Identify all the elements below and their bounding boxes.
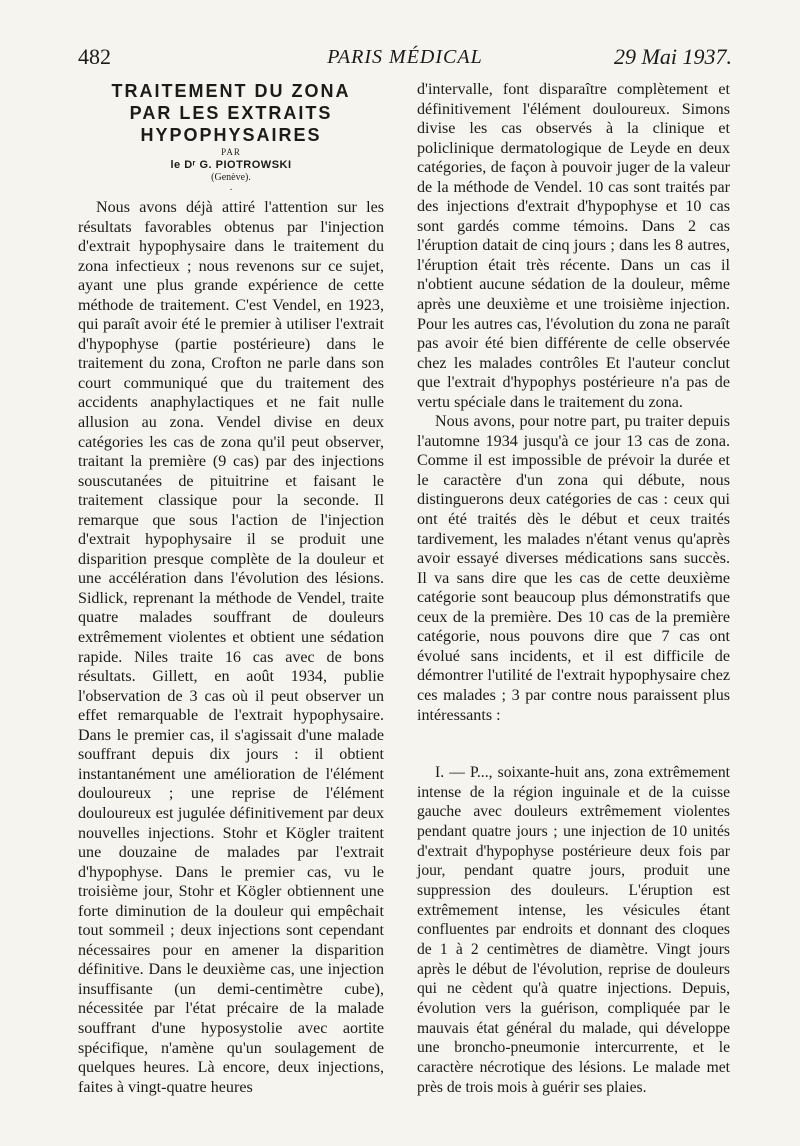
by-label: PAR	[221, 147, 241, 157]
spacer	[417, 725, 730, 763]
section-separator: ·	[229, 185, 233, 196]
continuation-paragraph: d'intervalle, font disparaître complètement et définitivement l'élément douloureux. Simons divise les cas observés à la clinique et policlinique dermatologique de Leyde en deux catégories, de façon à pouvoir juger de la valeur de la méthode de Vendel. 10 cas sont traités par des injections d'extrait d'hypophyse et 10 cas sont gardés comme témoins. Dans 2 cas l'éruption datait de cinq jours ; dans les 8 autres, l'éruption était très récente. Dans un cas il n'obtient aucune sédation de la douleur, même après une deuxième et une troisième injection. Pour les autres cas, l'évolution du zona ne paraît pas avoir été bien différente de celle observée chez les malades contrôles Et l'auteur conclut que l'extrait d'hypophys postérieure n'a pas de vertu spéciale dans le traitement du zona.	[417, 81, 730, 411]
right-column	[417, 80, 730, 1097]
author-location: (Genève).	[211, 172, 251, 183]
page-header	[78, 44, 732, 76]
author-name: le Dʳ G. PIOTROWSKI	[170, 159, 292, 171]
article-title-line-2: PAR LES EXTRAITS	[129, 103, 333, 123]
article-title-line-1: TRAITEMENT DU ZONA	[111, 81, 351, 101]
own-cases-paragraph: Nous avons, pour notre part, pu traiter depuis l'automne 1934 jusqu'à ce jour 13 cas de zona. Comme il est impossible de prévoir la durée et le caractère d'un zona qui débute, nous distinguerons deux catégories de cas : ceux qui ont été traités dès le début et ceux traités tardivement, les malades n'étant venus qu'après avoir essayé diverses médications sans succès. Il va sans dire que les cas de cette deuxième catégorie sont beaucoup plus démonstratifs que ceux de la première. Des 10 cas de la première catégorie, nous pouvons dire que 7 cas ont évolué sans incidents, et il est difficile de démontrer l'utilité de l'extrait hypophysaire chez ces malades ; 3 par contre nous paraissent plus intéressants :	[417, 413, 730, 724]
journal-title: PARIS MÉDICAL	[327, 46, 483, 68]
issue-date: 29 Mai 1937.	[614, 44, 732, 69]
left-column	[78, 80, 384, 1097]
case-report-1: I. — P..., soixante-huit ans, zona extrêmement intense de la région inguinale et de la cuisse gauche avec douleurs extrêmement violentes pendant quatre jours ; une injection de 10 unités d'extrait d'hypophyse postérieure deux fois par jour, pendant quatre jours, produit une suppression des douleurs. L'éruption est extrêmement intense, les vésicules étant confluentes par endroits et donnant des cloques de 1 à 2 centimètres de diamètre. Vingt jours après le début de l'évolution, reprise de douleurs qui ne cèdent qu'à quatre injections. Depuis, évolution vers la guérison, compliquée par le mauvais état général du malade, qui développe une broncho-pneumonie intercurrente, et le caractère nécrotique des lésions. Le malade met près de trois mois à guérir ses plaies.	[417, 764, 730, 1096]
intro-paragraph: Nous avons déjà attiré l'attention sur les résultats favorables obtenus par l'injection d'extrait hypophysaire dans le traitement du zona infectieux ; nous revenons sur ce sujet, ayant une plus grande expérience de cette méthode de traitement. C'est Vendel, en 1923, qui paraît avoir été le premier à utiliser l'extrait d'hypophyse (partie postérieure) dans le traitement du zona, Crofton ne parle dans son court communiqué que du traitement des accidents anaphylactiques et ne fait nulle allusion au zona. Vendel divise en deux catégories les cas de zona qu'il peut observer, traitant la première (9 cas) par des injections souscutanées de pituitrine et faisant le traitement classique pour la seconde. Il remarque que sous l'action de l'injection d'extrait hypophysaire il se produit une disparition presque complète de la douleur et une accélération dans l'évolution des lésions. Sidlick, reprenant la méthode de Vendel, traite quatre malades souffrant de douleurs extrêmement violentes et obtient une sédation rapide. Niles traite 16 cas avec de bons résultats. Gillett, en août 1934, publie l'observation de 3 cas où il peut observer un effet remarquable de l'extrait hypophysaire. Dans le premier cas, il s'agissait d'une malade souffrant depuis dix jours : il obtient instantanément une amélioration de l'élément douloureux ; une reprise de l'élément douloureux est jugulée définitivement par deux nouvelles injections. Stohr et Kögler traitent une douzaine de malades par l'extrait d'hypophyse. Dans le premier cas, vu le troisième jour, Stohr et Kögler obtiennent une forte diminution de la douleur qui empêchait tout sommeil ; deux injections sont cependant nécessaires pour en amener la disparition définitive. Dans le deuxième cas, une injection insuffisante (un demi-centimètre cube), nécessitée par l'état précaire de la malade souffrant d'une hyposystolie avec aortite spécifique, n'amène qu'un soulagement de quelques heures. Là encore, deux injections, faites à vingt-quatre heures	[78, 199, 384, 1096]
page-number: 482	[78, 44, 111, 69]
article-title-line-3: HYPOPHYSAIRES	[140, 125, 322, 145]
